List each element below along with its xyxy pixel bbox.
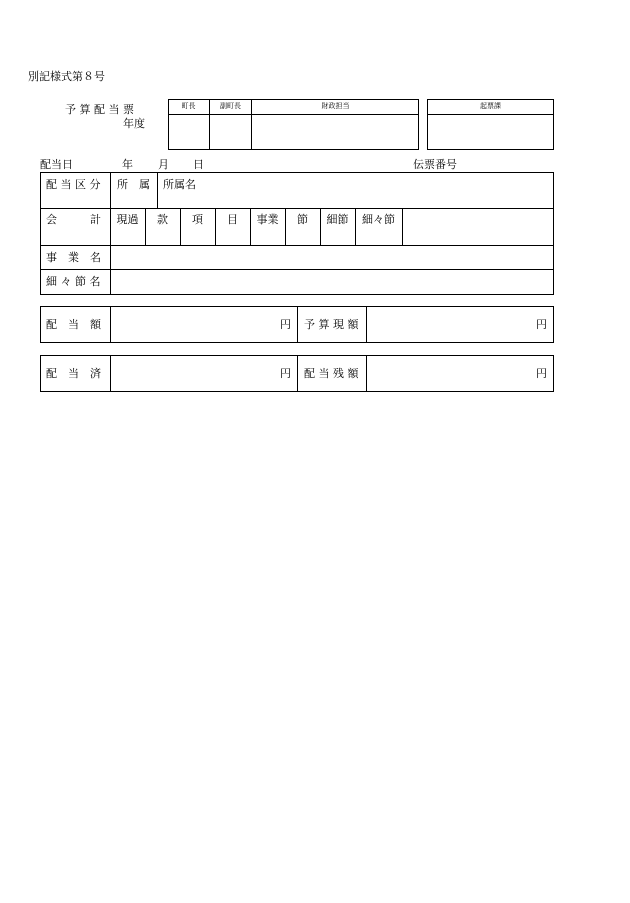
- yen-unit: 円: [536, 367, 547, 380]
- account-cell-setsu: 節: [297, 213, 308, 226]
- allocated-label: 配 当 済: [46, 367, 101, 380]
- remaining-label: 配 当 残 額: [304, 367, 359, 380]
- date-year: 年: [122, 158, 133, 171]
- s2-sep-2: [297, 306, 298, 343]
- category-label: 配 当 区 分: [46, 178, 101, 191]
- date-month: 月: [158, 158, 169, 171]
- issuer-label: 起票課: [480, 102, 501, 110]
- issuer-stamp-field[interactable]: [428, 115, 553, 149]
- allocation-date-label: 配当日: [40, 158, 73, 171]
- approval-mayor: 町長: [181, 102, 196, 110]
- affiliation-name-label: 所属名: [163, 178, 196, 191]
- yen-unit: 円: [280, 367, 291, 380]
- yen-unit: 円: [536, 318, 547, 331]
- account-cell-saisetsu: 細節: [326, 213, 349, 226]
- stamp-field-deputy-mayor[interactable]: [210, 115, 251, 149]
- date-day: 日: [193, 158, 204, 171]
- approval-finance: 財政担当: [321, 102, 350, 110]
- stamp-field-mayor[interactable]: [169, 115, 209, 149]
- current-budget-label: 予 算 現 額: [304, 318, 359, 331]
- grid-row-line-1: [40, 208, 554, 209]
- approval-deputy-mayor: 副町長: [220, 102, 241, 110]
- form-title: 予 算 配 当 票: [65, 103, 134, 116]
- s3-sep-2: [297, 355, 298, 392]
- account-cell-kou: 項: [192, 213, 203, 226]
- allocation-amount-field[interactable]: [111, 307, 283, 342]
- sub-section-name-field[interactable]: [111, 270, 553, 294]
- account-label: 会 計: [46, 213, 101, 226]
- affiliation-sep: [157, 172, 158, 208]
- project-name-field[interactable]: [111, 246, 553, 269]
- allocation-amount-label: 配 当 額: [46, 318, 101, 331]
- affiliation-label: 所 属: [117, 178, 150, 191]
- allocated-field[interactable]: [111, 356, 283, 391]
- current-budget-field[interactable]: [367, 307, 535, 342]
- account-cell-moku: 目: [227, 213, 238, 226]
- yen-unit: 円: [280, 318, 291, 331]
- remaining-field[interactable]: [367, 356, 535, 391]
- account-sep-8: [402, 208, 403, 245]
- account-cell-saisaisetsu: 細々節: [362, 213, 395, 226]
- sub-section-name-label: 細 々 節 名: [46, 275, 101, 288]
- slip-number-label: 伝票番号: [413, 158, 457, 171]
- account-cell-kan: 款: [157, 213, 168, 226]
- form-number: 別記様式第８号: [28, 70, 105, 83]
- fiscal-year-label: 年度: [123, 117, 145, 130]
- account-cell-current-prior: 現過: [116, 213, 139, 226]
- account-cell-project: 事業: [256, 213, 279, 226]
- project-name-label: 事 業 名: [46, 251, 101, 264]
- stamp-field-finance[interactable]: [252, 115, 418, 149]
